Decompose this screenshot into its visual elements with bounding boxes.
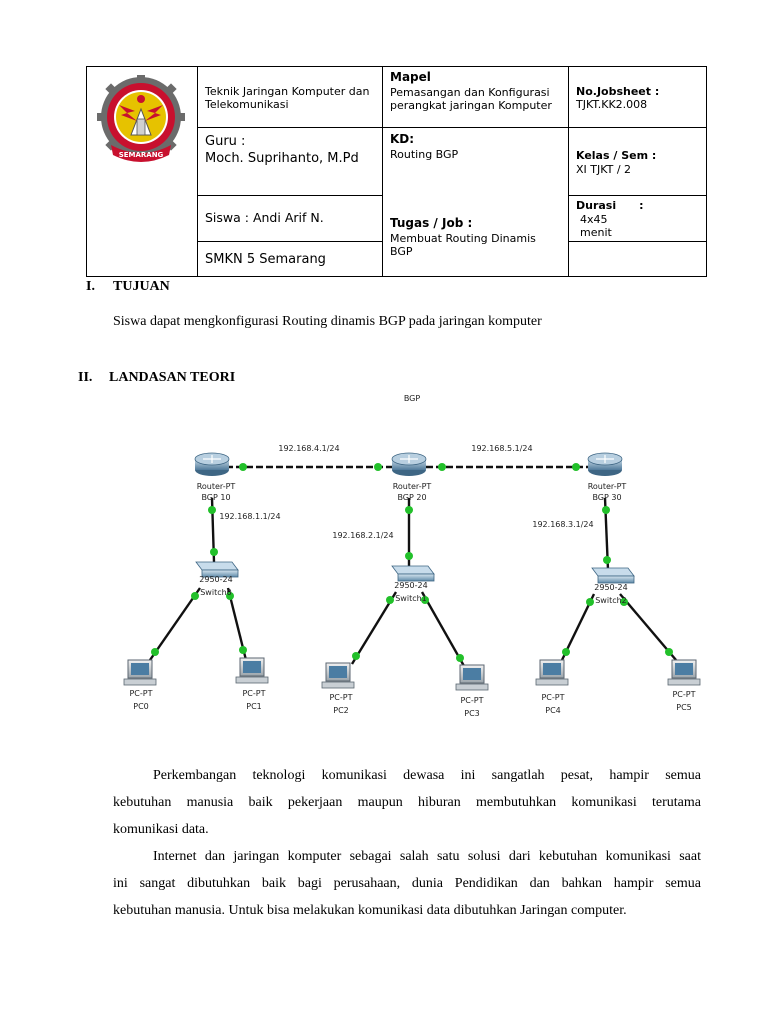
kelas-label: Kelas / Sem : xyxy=(576,149,657,162)
paragraph-2-line: kebutuhan manusia. Untuk bisa melakukan komunikasi data dibutuhkan Jaringan computer. xyxy=(113,903,627,918)
pc-3 xyxy=(456,665,488,718)
durasi-value: 4x45 xyxy=(580,213,608,226)
divider xyxy=(197,67,198,276)
link-label-1: 192.168.4.1/24 xyxy=(278,444,340,453)
pc-0-type: PC-PT xyxy=(129,689,153,698)
switch-0 xyxy=(196,562,238,597)
switch-2-name: Switch2 xyxy=(595,596,627,605)
paragraph-1-line: komunikasi data. xyxy=(113,822,209,837)
tugas-label: Tugas / Job : xyxy=(390,216,473,230)
logo-text: SEMARANG xyxy=(118,151,164,159)
pc-1-name: PC1 xyxy=(246,702,262,711)
pc-3-type: PC-PT xyxy=(460,696,484,705)
router-2-type: Router-PT xyxy=(587,482,627,491)
kelas-value: XI TJKT / 2 xyxy=(576,163,632,176)
divider xyxy=(197,241,382,242)
link-label-2: 192.168.5.1/24 xyxy=(471,444,533,453)
paragraph-1 xyxy=(113,762,701,843)
section-1-number: I. xyxy=(86,279,95,294)
pc-2 xyxy=(322,663,354,715)
section-2-number: II. xyxy=(78,370,93,385)
subnet-label-1: 192.168.2.1/24 xyxy=(332,531,394,540)
mapel-label: Mapel xyxy=(390,70,431,84)
divider xyxy=(568,195,706,196)
router-1-name: BGP 20 xyxy=(397,493,427,502)
school-logo xyxy=(97,75,185,165)
paragraph-2-line: ini sangat dibutuhkan baik bagi perusahaan, dunia Pendidikan dan bahkan hampir semua xyxy=(113,876,701,891)
divider xyxy=(382,67,383,276)
header-table xyxy=(86,66,707,277)
router-1-type: Router-PT xyxy=(392,482,432,491)
guru-value: Moch. Suprihanto, M.Pd xyxy=(205,151,359,166)
switch-1-type: 2950-24 xyxy=(394,581,428,590)
router-2 xyxy=(588,453,627,502)
jobsheet-value: TJKT.KK2.008 xyxy=(576,98,648,111)
divider xyxy=(568,241,706,242)
pc-4-name: PC4 xyxy=(545,706,561,715)
jobsheet-label: No.Jobsheet : xyxy=(576,85,660,98)
router-0 xyxy=(195,453,235,502)
subnet-label-2: 192.168.3.1/24 xyxy=(532,520,594,529)
router-0-name: BGP 10 xyxy=(201,493,231,502)
paragraph-1-line: kebutuhan manusia baik pekerjaan maupun hiburan membutuhkan komunikasi terutama xyxy=(113,795,701,810)
guru-label: Guru : xyxy=(205,134,246,149)
switch-0-name: Switch0 xyxy=(200,588,232,597)
tugas-value: Membuat Routing Dinamis BGP xyxy=(390,232,536,258)
diagram-title: BGP xyxy=(403,394,421,403)
department: Teknik Jaringan Komputer dan Telekomunikasi xyxy=(205,85,370,111)
kd-value: Routing BGP xyxy=(390,148,459,161)
durasi-unit: menit xyxy=(580,226,612,239)
durasi-label: Durasi : xyxy=(576,199,644,212)
router-0-type: Router-PT xyxy=(196,482,236,491)
router-2-name: BGP 30 xyxy=(592,493,622,502)
paragraph-1-line: Perkembangan teknologi komunikasi dewasa ini sangatlah pesat, hampir semua xyxy=(153,768,701,783)
pc-4 xyxy=(536,660,568,715)
divider xyxy=(568,67,569,276)
pc-3-name: PC3 xyxy=(464,709,480,718)
kd-label: KD: xyxy=(390,132,415,146)
mapel-value: Pemasangan dan Konfigurasi perangkat jaringan Komputer xyxy=(390,86,552,112)
pc-1 xyxy=(236,658,268,711)
bgp-network-diagram xyxy=(0,380,768,720)
switch-2-type: 2950-24 xyxy=(594,583,628,592)
switch-1-name: Switch1 xyxy=(395,594,427,603)
pc-1-type: PC-PT xyxy=(242,689,266,698)
pc-5-type: PC-PT xyxy=(672,690,696,699)
subnet-label-0: 192.168.1.1/24 xyxy=(219,512,281,521)
pc-0-name: PC0 xyxy=(133,702,149,711)
divider xyxy=(197,195,382,196)
paragraph-2 xyxy=(113,843,701,924)
paragraph-2-line: Internet dan jaringan komputer sebagai salah satu solusi dari kebutuhan komunikasi saat xyxy=(153,849,701,864)
school-name: SMKN 5 Semarang xyxy=(205,252,326,267)
pc-2-name: PC2 xyxy=(333,706,349,715)
section-1-text: Siswa dapat mengkonfigurasi Routing dinamis BGP pada jaringan komputer xyxy=(113,314,542,329)
pc-2-type: PC-PT xyxy=(329,693,353,702)
router-1 xyxy=(392,453,431,502)
pc-4-type: PC-PT xyxy=(541,693,565,702)
switch-2 xyxy=(592,568,634,605)
pc-5-name: PC5 xyxy=(676,703,692,712)
siswa: Siswa : Andi Arif N. xyxy=(205,210,324,225)
section-1-title: TUJUAN xyxy=(113,279,170,294)
pc-0 xyxy=(124,660,156,711)
pc-5 xyxy=(668,660,700,712)
switch-0-type: 2950-24 xyxy=(199,575,233,584)
section-2-title: LANDASAN TEORI xyxy=(109,370,236,385)
divider xyxy=(197,127,706,128)
